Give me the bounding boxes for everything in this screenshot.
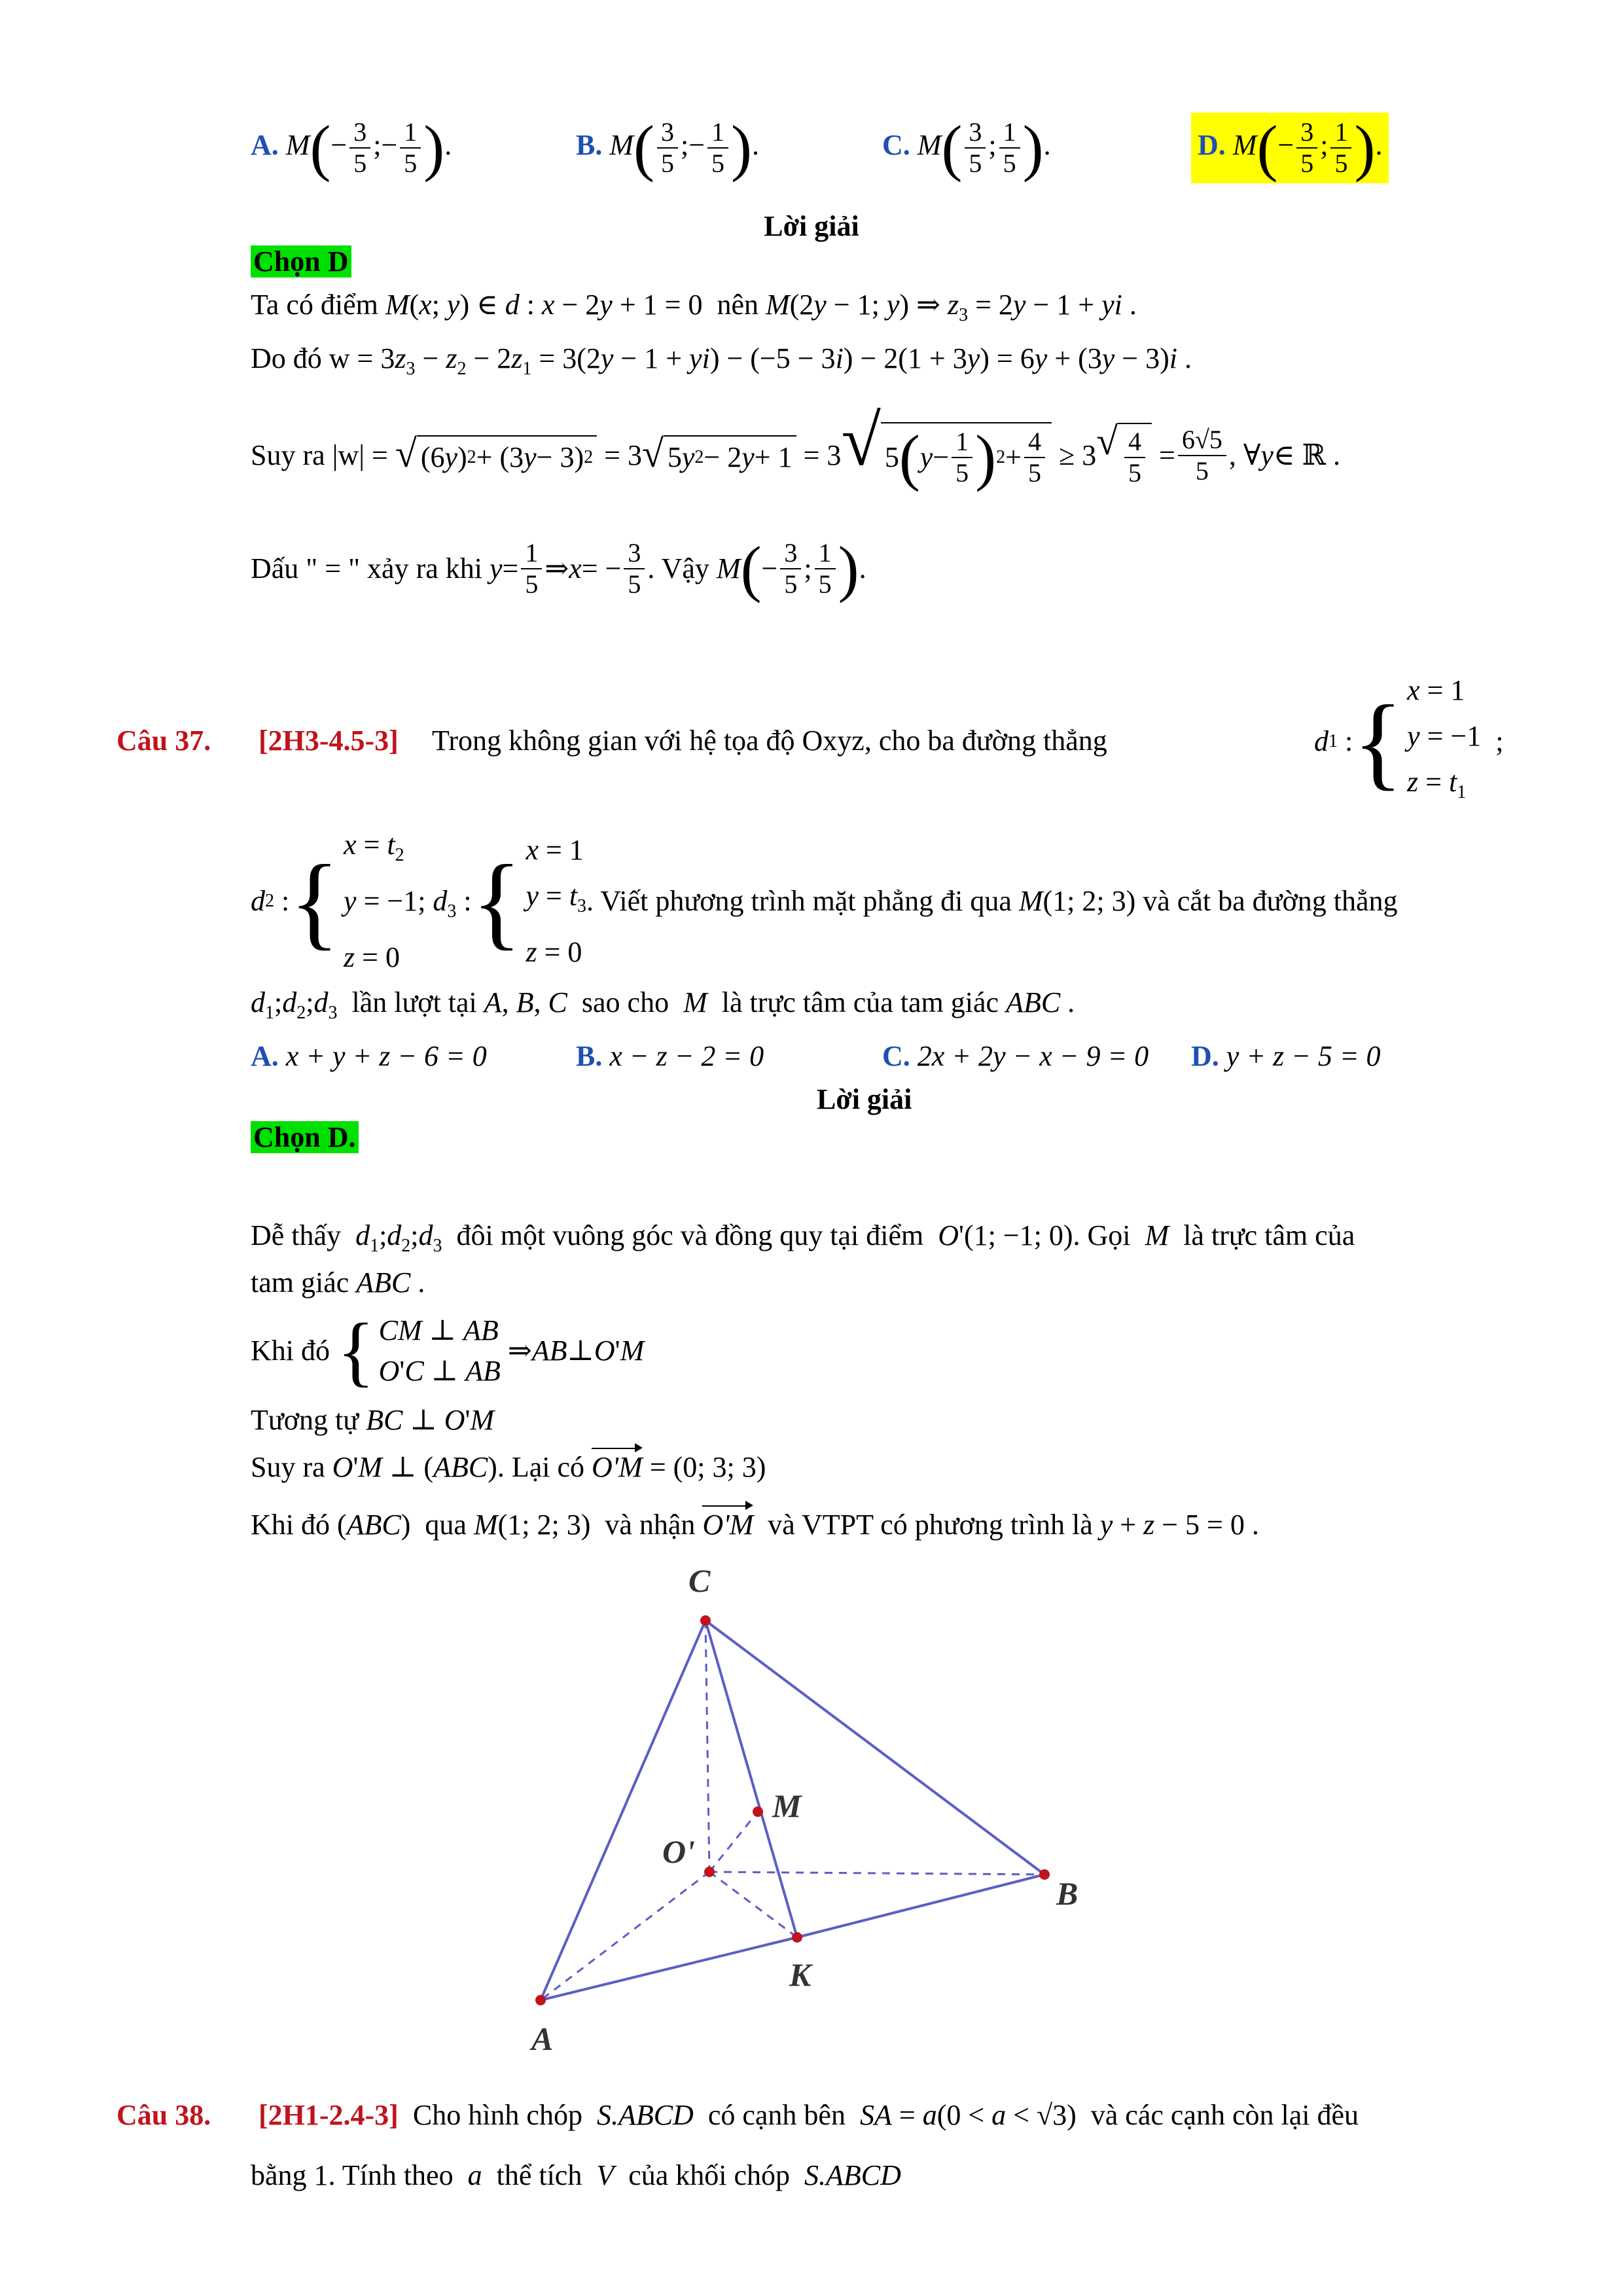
point-c bbox=[700, 1615, 711, 1626]
point-k bbox=[792, 1932, 802, 1943]
edge-kb bbox=[797, 1874, 1044, 1937]
q38-label: Câu 38. bbox=[116, 2099, 211, 2131]
q36-option-c: C. M( $\frac{3}{5}$ ; $\frac{1}{5}$ ). bbox=[882, 113, 1051, 183]
q36-choice: Chọn D bbox=[251, 243, 351, 280]
q37-solution-heading: Lời giải bbox=[817, 1083, 912, 1115]
point-b bbox=[1039, 1869, 1050, 1880]
q36-solution-line-3: Suy ra |w| = √ (6 y ) 2 + (3 y − 3) 2 = 3 √ 5 y 2 − 2 y + 1 = 3 √ 5 ( y − $\frac{1}{5}$ ) 2 + $\frac{4}{5}$ ≥ 3 √ $\frac{4}{5}$ = $\frac{6√5}{5}$ , ∀ y ∈ ℝ . bbox=[251, 401, 1341, 492]
q37-solution-line-3: Khi đó { CM ⊥ AB O'C ⊥ AB ⇒ AB ⊥ O ' M bbox=[251, 1307, 645, 1394]
q36-option-a: A. M(− $\frac{3}{5}$ ;− $\frac{1}{5}$ ). bbox=[251, 113, 452, 183]
dashed-co bbox=[705, 1621, 709, 1872]
label-o: O' bbox=[662, 1833, 695, 1870]
q38-line-1: [2H1-2.4-3] Cho hình chóp S.ABCD có cạnh bên SA = a(0 < a < √3) và các cạnh còn lại đều bbox=[259, 2099, 1359, 2131]
q36-solution-line-4: Dấu " = " xảy ra khi y = $\frac{1}{5}$ ⇒ x = − $\frac{3}{5}$ . Vậy M ( − $\frac{3}{5}$ ; $\frac{1}{5}$ ) . bbox=[251, 533, 866, 603]
edge-ak bbox=[541, 1937, 797, 2000]
dashed-om bbox=[709, 1812, 758, 1872]
edge-cb bbox=[705, 1621, 1044, 1874]
q37-line-3: $d_1;d_2;d_3$ lần lượt tại A, B, C sao cho M là trực tâm của tam giác ABC . bbox=[251, 986, 1075, 1023]
q37-choice: Chọn D. bbox=[251, 1119, 359, 1156]
q37-solution-line-4: Tương tự BC ⊥ O'M bbox=[251, 1404, 495, 1436]
pyramid-figure bbox=[517, 1558, 1106, 2068]
dashed-ok bbox=[709, 1872, 797, 1937]
q37-intro: Trong không gian với hệ tọa độ Oxyz, cho ba đường thẳng bbox=[432, 725, 1107, 757]
dashed-oa bbox=[541, 1872, 709, 2000]
q37-solution-line-5: Suy ra O'M ⊥ (ABC). Lại có O'M = (0; 3; 3) bbox=[251, 1449, 766, 1486]
edge-ck bbox=[705, 1621, 797, 1937]
q36-solution-line-2: Do đó $w = 3z_3 - z_2 - 2z_1 = 3(2y - 1 + yi) - (-5 - 3i) - 2(1 + 3y) = 6y + (3y - 3)i$ . bbox=[251, 342, 1192, 379]
dashed-ob bbox=[709, 1872, 1044, 1874]
label-k: K bbox=[789, 1956, 812, 1993]
q37-solution-line-2: tam giác ABC . bbox=[251, 1266, 425, 1299]
q37-option-b: B. x − z − 2 = 0 bbox=[576, 1040, 764, 1072]
q37-line-2: d 2 : { $x = t_2$ y = −1; $d_3$ : z = 0 { x = 1 $y = t_3$ z = 0 . Viết phương trình mặt phẳng đi qua M (1; 2; 3) và cắt ba đường thẳng bbox=[251, 829, 1398, 973]
point-o bbox=[704, 1867, 715, 1877]
q37-d1-system: d 1 : { x = 1 y = −1 $z = t_1$ ; bbox=[1314, 674, 1504, 802]
point-a bbox=[535, 1995, 546, 2005]
label-c: C bbox=[688, 1562, 711, 1599]
q38-line-2: bằng 1. Tính theo a thể tích V của khối chóp S.ABCD bbox=[251, 2159, 901, 2191]
q37-label: Câu 37. bbox=[116, 725, 211, 757]
q37-tag: [2H3-4.5-3] bbox=[259, 725, 399, 757]
q37-solution-line-1: Dễ thấy $d_1;d_2;d_3$ đôi một vuông góc và đồng quy tại điểm O'(1; −1; 0). Gọi M là trực tâm của bbox=[251, 1219, 1355, 1256]
label-a: A bbox=[531, 2020, 554, 2057]
point-m bbox=[753, 1806, 763, 1817]
q37-option-c: C. 2x + 2y − x − 9 = 0 bbox=[882, 1040, 1149, 1072]
q36-solution-heading: Lời giải bbox=[764, 210, 859, 242]
q37-solution-line-6: Khi đó (ABC) qua M(1; 2; 3) và nhận O'M và VTPT có phương trình là y + z − 5 = 0 . bbox=[251, 1507, 1259, 1543]
label-m: M bbox=[772, 1787, 802, 1824]
q36-solution-line-1: Ta có điểm M(x; y) ∈ d : x − 2y + 1 = 0 nên M(2y − 1; y) ⇒ $z_3 = 2y - 1$ + yi . bbox=[251, 289, 1137, 325]
q37-option-a: A. x + y + z − 6 = 0 bbox=[251, 1040, 487, 1072]
edge-ca bbox=[541, 1621, 705, 2000]
q36-option-b: B. M( $\frac{3}{5}$ ;− $\frac{1}{5}$ ). bbox=[576, 113, 759, 183]
q37-option-d: D. y + z − 5 = 0 bbox=[1191, 1040, 1381, 1072]
label-b: B bbox=[1056, 1875, 1079, 1912]
q36-option-d-highlighted: D. M(− $\frac{3}{5}$ ; $\frac{1}{5}$ ). bbox=[1191, 113, 1389, 183]
